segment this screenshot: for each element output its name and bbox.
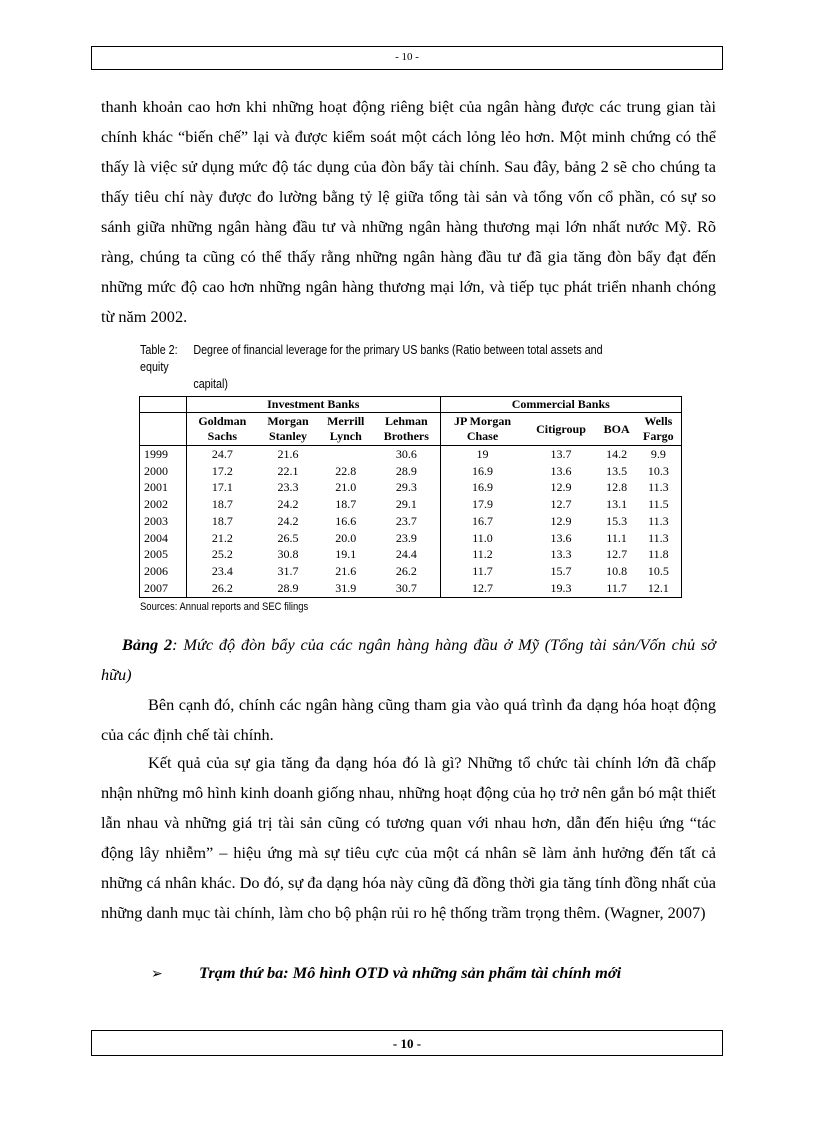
- value-cell: 12.7: [440, 580, 524, 597]
- value-cell: 17.2: [211, 463, 233, 478]
- value-cell: 30.8: [277, 547, 299, 562]
- value-cell: 23.7: [373, 513, 440, 530]
- value-cell: 12.9: [550, 513, 572, 528]
- column-header-line1: Morgan: [267, 414, 309, 428]
- value-cell: 13.7: [550, 446, 572, 461]
- body-paragraph-3: Kết quả của sự gia tăng đa dạng hóa đó là gì? Những tổ chức tài chính lớn đã chấp nhận những mô hình kinh doanh giống nhau, những hoạt động của họ trở nên gắn bó mật thiết lẫn nhau và những giá trị tài sản cũng có tương quan với nhau hơn, dẫn đến hiệu ứng “tác động lây nhiễm” – hiệu ứng mà sự tiêu cực của một cá nhân sẽ làm ảnh hưởng đến tất cả những cá nhân khác. Do đó, sự đa dạng hóa này cũng đã đồng thời gia tăng tính đồng nhất của những danh mục tài chính, làm cho bộ phận rủi ro hệ thống trầm trọng thêm. (Wagner, 2007): [101, 753, 716, 922]
- value-cell: 11.0: [472, 530, 493, 545]
- table-sources: Sources: Annual reports and SEC filings: [140, 601, 309, 613]
- value-cell: 10.5: [636, 563, 682, 580]
- figure-caption: [101, 630, 716, 690]
- column-header-line1: BOA: [603, 421, 630, 436]
- value-cell: 11.1: [606, 530, 627, 545]
- table-row: [140, 580, 682, 597]
- leverage-table: [139, 396, 682, 598]
- value-cell: 14.2: [606, 446, 628, 461]
- year-cell: 2004: [140, 530, 187, 547]
- group-header-investment: Investment Banks: [187, 397, 441, 413]
- value-cell: 13.6: [550, 530, 572, 545]
- table-row: [140, 446, 682, 463]
- value-cell: 13.1: [606, 497, 628, 512]
- column-header-line1: Goldman: [198, 414, 247, 428]
- column-header-line2: Brothers: [383, 429, 429, 443]
- table-caption-text-cont: capital): [193, 377, 228, 391]
- value-cell: 30.7: [373, 580, 440, 597]
- column-header: [373, 413, 440, 446]
- table-row: [140, 530, 682, 547]
- value-cell: 26.2: [373, 563, 440, 580]
- column-header-line1: JP Morgan: [454, 414, 511, 428]
- column-header: [524, 413, 597, 446]
- value-cell: 24.2: [277, 513, 299, 528]
- column-header: [440, 413, 524, 446]
- value-cell: 15.7: [550, 564, 572, 579]
- value-cell: 26.5: [277, 530, 299, 545]
- value-cell: 18.7: [211, 513, 233, 528]
- column-header-line1: Merrill: [327, 414, 365, 428]
- value-cell: 12.9: [550, 480, 572, 495]
- value-cell: 15.3: [606, 513, 628, 528]
- table-caption-label: Table 2:: [140, 343, 178, 357]
- column-header: [258, 413, 319, 446]
- header-page-number: - 10 -: [395, 51, 419, 63]
- value-cell: 21.0: [335, 480, 357, 495]
- table-caption-text: Degree of financial leverage for the primary US banks (Ratio between total assets and equity: [140, 343, 603, 374]
- table-row: [140, 463, 682, 480]
- value-cell: 28.9: [373, 463, 440, 480]
- value-cell: 13.6: [550, 463, 572, 478]
- value-cell: 11.7: [598, 580, 636, 597]
- value-cell: 29.1: [373, 496, 440, 513]
- group-header-commercial: Commercial Banks: [440, 397, 681, 413]
- column-header-line2: Fargo: [643, 429, 674, 443]
- value-cell: 12.8: [606, 480, 628, 495]
- value-cell: 19: [476, 446, 489, 461]
- value-cell: 13.3: [550, 547, 572, 562]
- value-cell: 19.1: [335, 547, 357, 562]
- value-cell: 17.9: [472, 497, 493, 512]
- value-cell: 10.8: [606, 564, 628, 579]
- value-cell: 23.9: [373, 530, 440, 547]
- value-cell: 16.6: [335, 513, 357, 528]
- column-header-line1: Lehman: [385, 414, 428, 428]
- value-cell: 25.2: [211, 547, 233, 562]
- arrow-bullet-icon: ➢: [151, 966, 163, 982]
- column-header: [318, 413, 373, 446]
- value-cell: 12.7: [550, 497, 572, 512]
- year-cell: 2000: [140, 463, 187, 480]
- value-cell: 20.0: [335, 530, 357, 545]
- value-cell: 21.6: [277, 446, 299, 461]
- value-cell: 24.4: [373, 547, 440, 564]
- value-cell: 29.3: [373, 480, 440, 497]
- column-header-line2: Stanley: [269, 429, 308, 443]
- value-cell: 18.7: [211, 497, 233, 512]
- value-cell: 24.2: [277, 497, 299, 512]
- value-cell: 31.9: [318, 580, 373, 597]
- value-cell: 21.6: [335, 564, 357, 579]
- value-cell: 21.2: [211, 530, 233, 545]
- value-cell: 24.7: [211, 446, 233, 461]
- year-cell: 2003: [140, 513, 187, 530]
- footer-page-number: - 10 -: [392, 1036, 422, 1051]
- value-cell: 10.3: [636, 463, 682, 480]
- value-cell: 9.9: [636, 446, 682, 463]
- value-cell: 22.1: [277, 463, 299, 478]
- value-cell: [318, 446, 373, 463]
- year-cell: 2005: [140, 547, 187, 564]
- page-footer-box: [91, 1030, 723, 1056]
- table-row: [140, 547, 682, 564]
- value-cell: 11.3: [636, 530, 682, 547]
- value-cell: 17.1: [211, 480, 233, 495]
- table-row: [140, 480, 682, 497]
- figure-caption-label: Bảng 2: [122, 635, 173, 654]
- column-header: [187, 413, 258, 446]
- value-cell: 31.7: [277, 564, 299, 579]
- value-cell: 16.9: [472, 463, 493, 478]
- value-cell: 22.8: [335, 463, 357, 478]
- table-row: [140, 513, 682, 530]
- column-header-line2: Chase: [466, 429, 499, 443]
- column-header-line2: Sachs: [207, 429, 238, 443]
- value-cell: 11.8: [636, 547, 682, 564]
- value-cell: 13.5: [606, 463, 628, 478]
- column-header: [636, 413, 682, 446]
- value-cell: 11.5: [636, 496, 682, 513]
- value-cell: 16.7: [472, 513, 493, 528]
- value-cell: 11.3: [636, 480, 682, 497]
- value-cell: 18.7: [335, 497, 357, 512]
- column-header-line2: Lynch: [329, 429, 362, 443]
- year-cell: 2007: [140, 580, 187, 597]
- page-header-box: [91, 46, 723, 70]
- value-cell: 23.3: [277, 480, 299, 495]
- column-header-line1: Wells: [644, 414, 673, 428]
- value-cell: 11.2: [472, 547, 493, 562]
- table-row: [140, 563, 682, 580]
- value-cell: 19.3: [524, 580, 597, 597]
- table-corner-cell: [140, 397, 187, 413]
- body-paragraph-2: Bên cạnh đó, chính các ngân hàng cũng tham gia vào quá trình đa dạng hóa hoạt động của các định chế tài chính.: [101, 695, 716, 744]
- value-cell: 30.6: [373, 446, 440, 463]
- figure-caption-text: : Mức độ đòn bẩy của các ngân hàng hàng đầu ở Mỹ (Tổng tài sản/Vốn chủ sở hữu): [101, 635, 716, 684]
- year-cell: 2001: [140, 480, 187, 497]
- year-cell: 2002: [140, 496, 187, 513]
- value-cell: 12.1: [636, 580, 682, 597]
- value-cell: 23.4: [211, 564, 233, 579]
- value-cell: 11.3: [636, 513, 682, 530]
- year-cell: 1999: [140, 446, 187, 463]
- body-paragraph-1: thanh khoản cao hơn khi những hoạt động riêng biệt của ngân hàng được các trung gian tài chính khác “biến chế” lại và được kiểm soát một cách lỏng lẻo hơn. Một minh chứng có thể thấy là việc sử dụng mức độ tác dụng của đòn bẩy tài chính. Sau đây, bảng 2 sẽ cho chúng ta thấy tiêu chí này được đo lường bằng tỷ lệ giữa tổng tài sản và tổng vốn cổ phần, có sự so sánh giữa những ngân hàng đầu tư và những ngân hàng thương mại lớn nhất nước Mỹ. Rõ ràng, chúng ta cũng có thể thấy rằng những ngân hàng đầu tư đã gia tăng đòn bẩy đạt đến những mức độ cao hơn những ngân hàng thương mại lớn, và tiếp tục phát triển nhanh chóng từ năm 2002.: [101, 97, 716, 326]
- table-row: [140, 496, 682, 513]
- value-cell: 11.7: [472, 564, 493, 579]
- value-cell: 16.9: [472, 480, 493, 495]
- table-corner-cell: [140, 413, 187, 446]
- section-bullet: [151, 961, 621, 986]
- value-cell: 28.9: [258, 580, 319, 597]
- column-header: [598, 413, 636, 446]
- value-cell: 12.7: [606, 547, 628, 562]
- year-cell: 2006: [140, 563, 187, 580]
- table-caption: [140, 342, 622, 393]
- value-cell: 26.2: [187, 580, 258, 597]
- column-header-line1: Citigroup: [536, 421, 586, 436]
- section-bullet-text: Trạm thứ ba: Mô hình OTD và những sản phẩm tài chính mới: [199, 963, 622, 982]
